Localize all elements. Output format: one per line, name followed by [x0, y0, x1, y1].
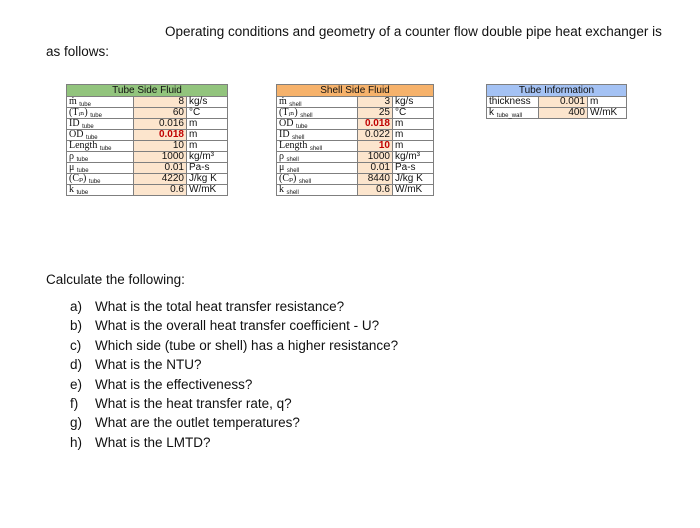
question-letter: b) [70, 318, 83, 334]
question-text: What is the total heat transfer resistance? [95, 299, 345, 314]
subscript: shell [309, 146, 323, 152]
question-text: What is the LMTD? [95, 434, 211, 450]
subscript: tube_wall [496, 113, 523, 119]
row-label [487, 108, 539, 119]
question-letter: f) [70, 395, 79, 411]
row-label [277, 185, 358, 196]
question-letter: h) [70, 434, 83, 450]
table-row [277, 174, 434, 185]
row-unit: Pa-s [187, 163, 228, 174]
table-row [67, 152, 228, 163]
row-value: 0.01 [358, 163, 393, 174]
table-row [277, 141, 434, 152]
row-value: 0.001 [539, 97, 588, 108]
subscript: shell [292, 135, 305, 141]
row-value: 4220 [134, 174, 187, 185]
tube-table-body [67, 97, 228, 196]
table-row [67, 119, 228, 130]
table-row [277, 119, 434, 130]
row-unit: W/mK [187, 185, 228, 196]
symbol: ID [69, 118, 80, 129]
tube-table-title: Tube Side Fluid [67, 85, 228, 97]
shell-side-table [276, 84, 434, 196]
question-item [70, 377, 398, 396]
row-unit: m [393, 141, 434, 152]
row-unit: m [393, 130, 434, 141]
row-value: 8 [134, 97, 187, 108]
row-label [67, 119, 134, 130]
row-value: 0.018 [358, 119, 393, 130]
question-list [70, 299, 398, 454]
row-unit: m [187, 119, 228, 130]
row-value: 0.018 [134, 130, 187, 141]
subscript: shell [286, 157, 299, 163]
symbol: Length [69, 140, 98, 151]
row-label [277, 97, 358, 108]
intro-line-2: as follows: [46, 44, 110, 59]
row-label [277, 108, 358, 119]
shell-table-body [277, 97, 434, 196]
row-value: 0.6 [358, 185, 393, 196]
row-unit: Pa-s [393, 163, 434, 174]
row-label [277, 119, 358, 130]
symbol: OD [69, 129, 84, 140]
table-row [487, 97, 627, 108]
row-label [67, 163, 134, 174]
symbol: ID [279, 129, 290, 140]
question-letter: e) [70, 376, 83, 392]
question-item [70, 318, 398, 337]
calculate-heading: Calculate the following: [46, 272, 185, 287]
row-unit: kg/s [187, 97, 228, 108]
row-label [67, 152, 134, 163]
row-value: 3 [358, 97, 393, 108]
symbol: (Tᵢₙ) [69, 107, 88, 118]
row-value: 60 [134, 108, 187, 119]
row-unit: W/mK [588, 108, 627, 119]
question-text: What is the overall heat transfer coefficient - U? [95, 318, 380, 334]
row-value: 10 [134, 141, 187, 152]
symbol: ṁ [69, 96, 77, 107]
row-unit: m [393, 119, 434, 130]
question-letter: c) [70, 337, 82, 353]
row-label [67, 185, 134, 196]
symbol: ρ [279, 151, 284, 162]
table-row [277, 130, 434, 141]
symbol: ṁ [279, 96, 287, 107]
symbol: (Cₚ) [69, 173, 87, 184]
intro-line-1: Operating conditions and geometry of a counter flow double pipe heat exchanger is [165, 24, 662, 39]
row-label [277, 152, 358, 163]
shell-table-title: Shell Side Fluid [277, 85, 434, 97]
row-unit: J/kg K [393, 174, 434, 185]
subscript: tube [295, 124, 308, 130]
row-unit: °C [393, 108, 434, 119]
row-unit: °C [187, 108, 228, 119]
subscript: tube [79, 102, 91, 108]
question-text: What are the outlet temperatures? [95, 415, 300, 431]
row-unit: J/kg K [187, 174, 228, 185]
row-label [67, 130, 134, 141]
subscript: shell [286, 190, 299, 196]
tube-side-table [66, 84, 228, 196]
row-label [277, 163, 358, 174]
question-item [70, 338, 398, 357]
question-letter: d) [70, 357, 83, 373]
row-value: 0.016 [134, 119, 187, 130]
subscript: tube [90, 113, 102, 119]
table-row [67, 163, 228, 174]
table-row [277, 163, 434, 174]
row-value: 25 [358, 108, 393, 119]
row-unit: W/mK [393, 185, 434, 196]
row-value: 1000 [358, 152, 393, 163]
subscript: shell [289, 102, 302, 108]
table-row [67, 108, 228, 119]
row-unit: kg/m³ [187, 152, 228, 163]
question-item [70, 357, 398, 376]
row-unit: m [187, 141, 228, 152]
symbol: Length [279, 140, 308, 151]
subscript: tube [88, 179, 101, 185]
question-letter: g) [70, 415, 83, 431]
row-value: 0.01 [134, 163, 187, 174]
symbol: (Tᵢₙ) [279, 107, 298, 118]
symbol: k [279, 184, 284, 195]
question-item [70, 435, 398, 454]
table-row [67, 130, 228, 141]
subscript: tube [76, 157, 89, 163]
info-table-title: Tube Information [487, 85, 627, 97]
table-row [487, 108, 627, 119]
question-item [70, 415, 398, 434]
row-value: 8440 [358, 174, 393, 185]
row-label [67, 174, 134, 185]
table-row [277, 108, 434, 119]
row-value: 400 [539, 108, 588, 119]
subscript: tube [99, 146, 112, 152]
question-letter: a) [70, 299, 83, 314]
symbol: thickness [489, 96, 531, 107]
row-value: 0.6 [134, 185, 187, 196]
subscript: tube [76, 190, 89, 196]
table-row [277, 185, 434, 196]
table-row [277, 152, 434, 163]
subscript: tube [76, 168, 89, 174]
table-row [67, 185, 228, 196]
subscript: tube [82, 124, 94, 130]
row-label [487, 97, 539, 108]
row-unit: m [187, 130, 228, 141]
row-unit: kg/m³ [393, 152, 434, 163]
subscript: tube [85, 135, 98, 141]
row-label [277, 174, 358, 185]
table-row [67, 141, 228, 152]
row-value: 10 [358, 141, 393, 152]
row-label [277, 141, 358, 152]
row-label [277, 130, 358, 141]
question-text: Which side (tube or shell) has a higher resistance? [95, 337, 399, 353]
row-label [67, 141, 134, 152]
question-item [70, 396, 398, 415]
question-item [70, 299, 398, 318]
symbol: μ [279, 162, 285, 173]
subscript: shell [298, 179, 312, 185]
info-table-body [487, 97, 627, 119]
subscript: shell [286, 168, 300, 174]
row-unit: m [588, 97, 627, 108]
question-text: What is the effectiveness? [95, 376, 253, 392]
row-unit: kg/s [393, 97, 434, 108]
symbol: μ [69, 162, 75, 173]
row-label [67, 97, 134, 108]
table-row [67, 97, 228, 108]
symbol: OD [279, 118, 294, 129]
symbol: k [69, 184, 74, 195]
tube-information-table [486, 84, 627, 119]
table-row [277, 97, 434, 108]
question-text: What is the heat transfer rate, q? [95, 395, 292, 411]
subscript: shell [300, 113, 313, 119]
question-text: What is the NTU? [95, 357, 202, 373]
row-value: 1000 [134, 152, 187, 163]
symbol: ρ [69, 151, 74, 162]
row-value: 0.022 [358, 130, 393, 141]
row-label [67, 108, 134, 119]
symbol: k [489, 107, 494, 118]
table-row [67, 174, 228, 185]
symbol: (Cₚ) [279, 173, 297, 184]
